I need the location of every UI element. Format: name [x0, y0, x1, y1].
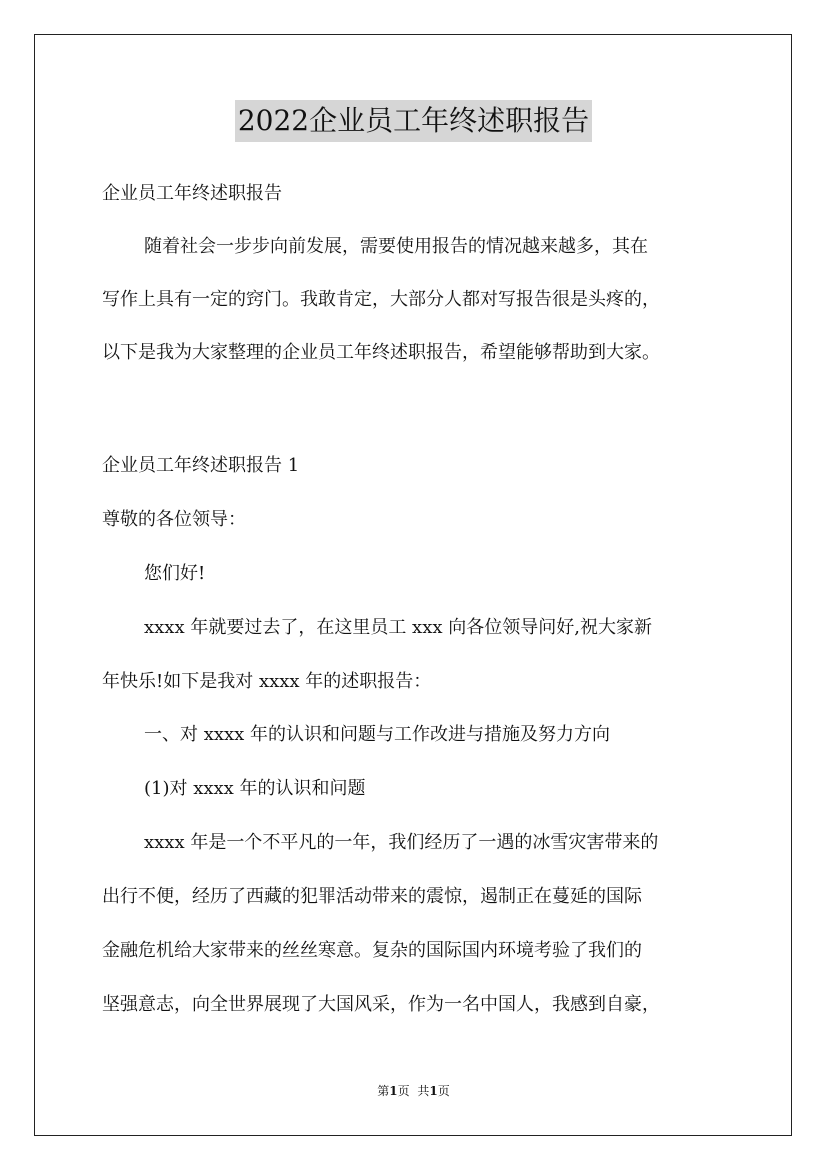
page-label-suffix: 页 — [397, 1084, 410, 1098]
title-container — [0, 100, 827, 142]
page-label-prefix: 第 — [377, 1084, 390, 1098]
paragraph-line: xxxx 年是一个不平凡的一年，我们经历了一遇的冰雪灾害带来的 — [144, 832, 659, 853]
paragraph-line: 出行不便，经历了西藏的犯罪活动带来的震惊，遏制正在蔓延的国际 — [102, 886, 642, 907]
paragraph-line: 随着社会一步步向前发展，需要使用报告的情况越来越多，其在 — [144, 236, 648, 257]
page-number: 1 — [389, 1084, 398, 1098]
document-subtitle: 企业员工年终述职报告 — [102, 183, 282, 204]
paragraph-line: 坚强意志，向全世界展现了大国风采，作为一名中国人，我感到自豪， — [102, 994, 660, 1015]
total-label-prefix: 共 — [417, 1084, 430, 1098]
paragraph-line: 金融危机给大家带来的丝丝寒意。复杂的国际国内环境考验了我们的 — [102, 940, 642, 961]
page-footer — [0, 1083, 827, 1099]
paragraph-line: 写作上具有一定的窍门。我敢肯定，大部分人都对写报告很是头疼的， — [102, 289, 660, 310]
list-subheading: (1)对 xxxx 年的认识和问题 — [144, 778, 366, 799]
salutation: 尊敬的各位领导： — [102, 509, 246, 530]
total-label-suffix: 页 — [437, 1084, 450, 1098]
document-title: 2022企业员工年终述职报告 — [235, 100, 592, 142]
paragraph-line: 以下是我为大家整理的企业员工年终述职报告，希望能够帮助到大家。 — [102, 342, 660, 363]
paragraph-line: 年快乐!如下是我对 xxxx 年的述职报告： — [102, 671, 432, 692]
list-heading: 一、对 xxxx 年的认识和问题与工作改进与措施及努力方向 — [144, 724, 611, 745]
paragraph-line: xxxx 年就要过去了，在这里员工 xxx 向各位领导问好,祝大家新 — [144, 617, 652, 638]
greeting: 您们好! — [144, 563, 206, 584]
total-pages: 1 — [429, 1084, 438, 1098]
section-heading: 企业员工年终述职报告 1 — [102, 455, 300, 476]
